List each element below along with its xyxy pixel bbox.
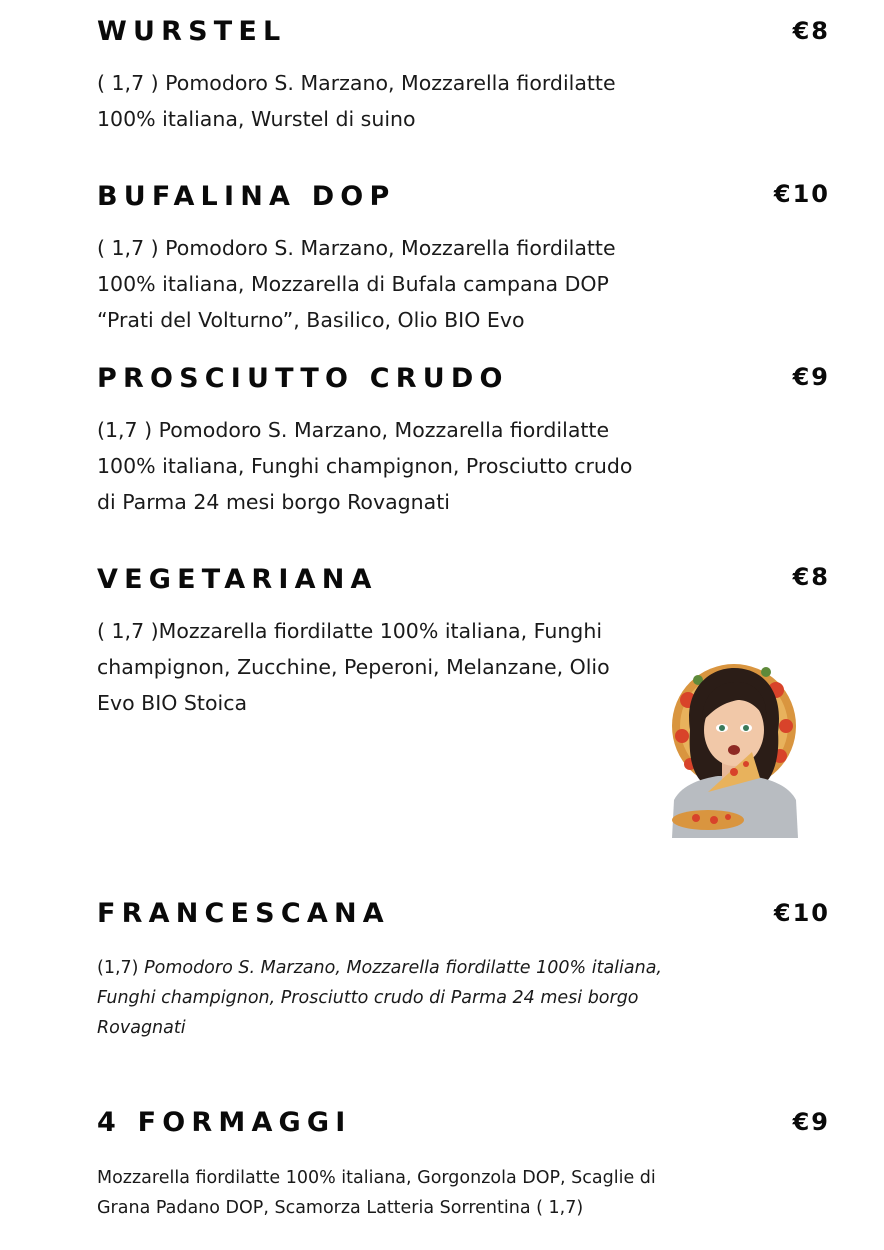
item-allergens-francescana: (1,7) [97,958,145,978]
item-price-prosciutto-crudo: €9 [792,363,830,391]
girl-eating-pizza-illustration [668,660,800,838]
item-title-prosciutto-crudo: PROSCIUTTO CRUDO [97,363,509,394]
item-price-wurstel: €8 [792,17,830,45]
item-description-francescana [97,953,662,1043]
item-title-4-formaggi: 4 FORMAGGI [97,1107,352,1138]
item-ingredients-francescana: Pomodoro S. Marzano, Mozzarella fiordilatte 100% italiana, Funghi champignon, Prosciutto crudo di Parma 24 mesi borgo Rovagnati [97,958,662,1038]
item-description-bufalina-dop: ( 1,7 ) Pomodoro S. Marzano, Mozzarella fiordilatte 100% italiana, Mozzarella di Bufala campana DOP “Prati del Volturno”, Basilico, Olio BIO Evo [97,236,616,332]
item-description-4-formaggi: Mozzarella fiordilatte 100% italiana, Gorgonzola DOP, Scaglie di Grana Padano DOP, Scamorza Latteria Sorrentina ( 1,7) [97,1168,656,1218]
girl-eating-pizza-icon [668,660,800,838]
item-price-bufalina-dop: €10 [773,180,830,208]
item-price-vegetariana: €8 [792,563,830,591]
item-description-wurstel: ( 1,7 ) Pomodoro S. Marzano, Mozzarella fiordilatte 100% italiana, Wurstel di suino [97,71,616,131]
item-description-vegetariana: ( 1,7 )Mozzarella fiordilatte 100% italiana, Funghi champignon, Zucchine, Peperoni, Melanzane, Olio Evo BIO Stoica [97,619,610,715]
item-title-vegetariana: VEGETARIANA [97,564,378,595]
item-price-francescana: €10 [773,899,830,927]
item-description-prosciutto-crudo: (1,7 ) Pomodoro S. Marzano, Mozzarella fiordilatte 100% italiana, Funghi champignon, Prosciutto crudo di Parma 24 mesi borgo Rovagnati [97,418,633,514]
item-title-bufalina-dop: BUFALINA DOP [97,181,396,212]
item-title-francescana: FRANCESCANA [97,898,390,929]
item-price-4-formaggi: €9 [792,1108,830,1136]
item-title-wurstel: WURSTEL [97,16,287,47]
